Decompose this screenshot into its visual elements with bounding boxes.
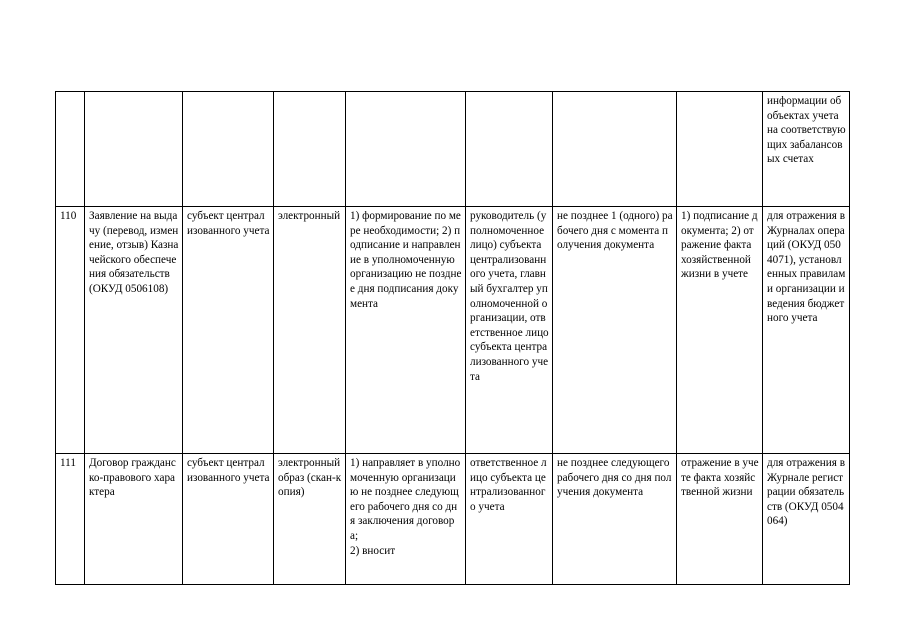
- responsible-cell: [466, 92, 553, 207]
- creator-cell: [183, 92, 274, 207]
- purpose-cell: для отражения в Журнале регистрации обязательств (ОКУД 0504064): [763, 454, 850, 585]
- purpose-cell: информации об объектах учета на соответствующих забалансовых счетах: [763, 92, 850, 207]
- form-cell: [274, 92, 346, 207]
- table-row-111: [56, 454, 850, 585]
- deadline-cell: не позднее следующего рабочего дня со дня получения документа: [553, 454, 677, 585]
- deadline-cell: [553, 92, 677, 207]
- document-name-cell: Договор гражданско-правового характера: [85, 454, 183, 585]
- row-number-cell: 110: [56, 207, 85, 454]
- row-number-cell: [56, 92, 85, 207]
- document-name-cell: Заявление на выдачу (перевод, изменение, отзыв) Казначейского обеспечения обязательств (ОКУД 0506108): [85, 207, 183, 454]
- form-cell: электронный образ (скан-копия): [274, 454, 346, 585]
- action-cell: [677, 92, 763, 207]
- purpose-cell: для отражения в Журналах операций (ОКУД 0504071), установленных правилами организации и ведения бюджетного учета: [763, 207, 850, 454]
- document-name-cell: [85, 92, 183, 207]
- row-number-cell: 111: [56, 454, 85, 585]
- responsible-cell: ответственное лицо субъекта централизованного учета: [466, 454, 553, 585]
- table-row-continuation: [56, 92, 850, 207]
- action-cell: 1) подписание документа; 2) отражение факта хозяйственной жизни в учете: [677, 207, 763, 454]
- form-cell: электронный: [274, 207, 346, 454]
- table-row-110: [56, 207, 850, 454]
- procedure-cell: [346, 92, 466, 207]
- deadline-cell: не позднее 1 (одного) рабочего дня с момента получения документа: [553, 207, 677, 454]
- procedure-cell: 1) направляет в уполномоченную организацию не позднее следующего рабочего дня со дня заключения договора; 2) вносит: [346, 454, 466, 585]
- responsible-cell: руководитель (уполномоченное лицо) субъекта централизованного учета, главный бухгалтер уполномоченной организации, ответственное лицо субъекта централизованного учета: [466, 207, 553, 454]
- creator-cell: субъект централизованного учета: [183, 207, 274, 454]
- document-table: [55, 91, 850, 585]
- action-cell: отражение в учете факта хозяйственной жизни: [677, 454, 763, 585]
- procedure-cell: 1) формирование по мере необходимости; 2) подписание и направление в уполномоченную организацию не позднее дня подписания документа: [346, 207, 466, 454]
- creator-cell: субъект централизованного учета: [183, 454, 274, 585]
